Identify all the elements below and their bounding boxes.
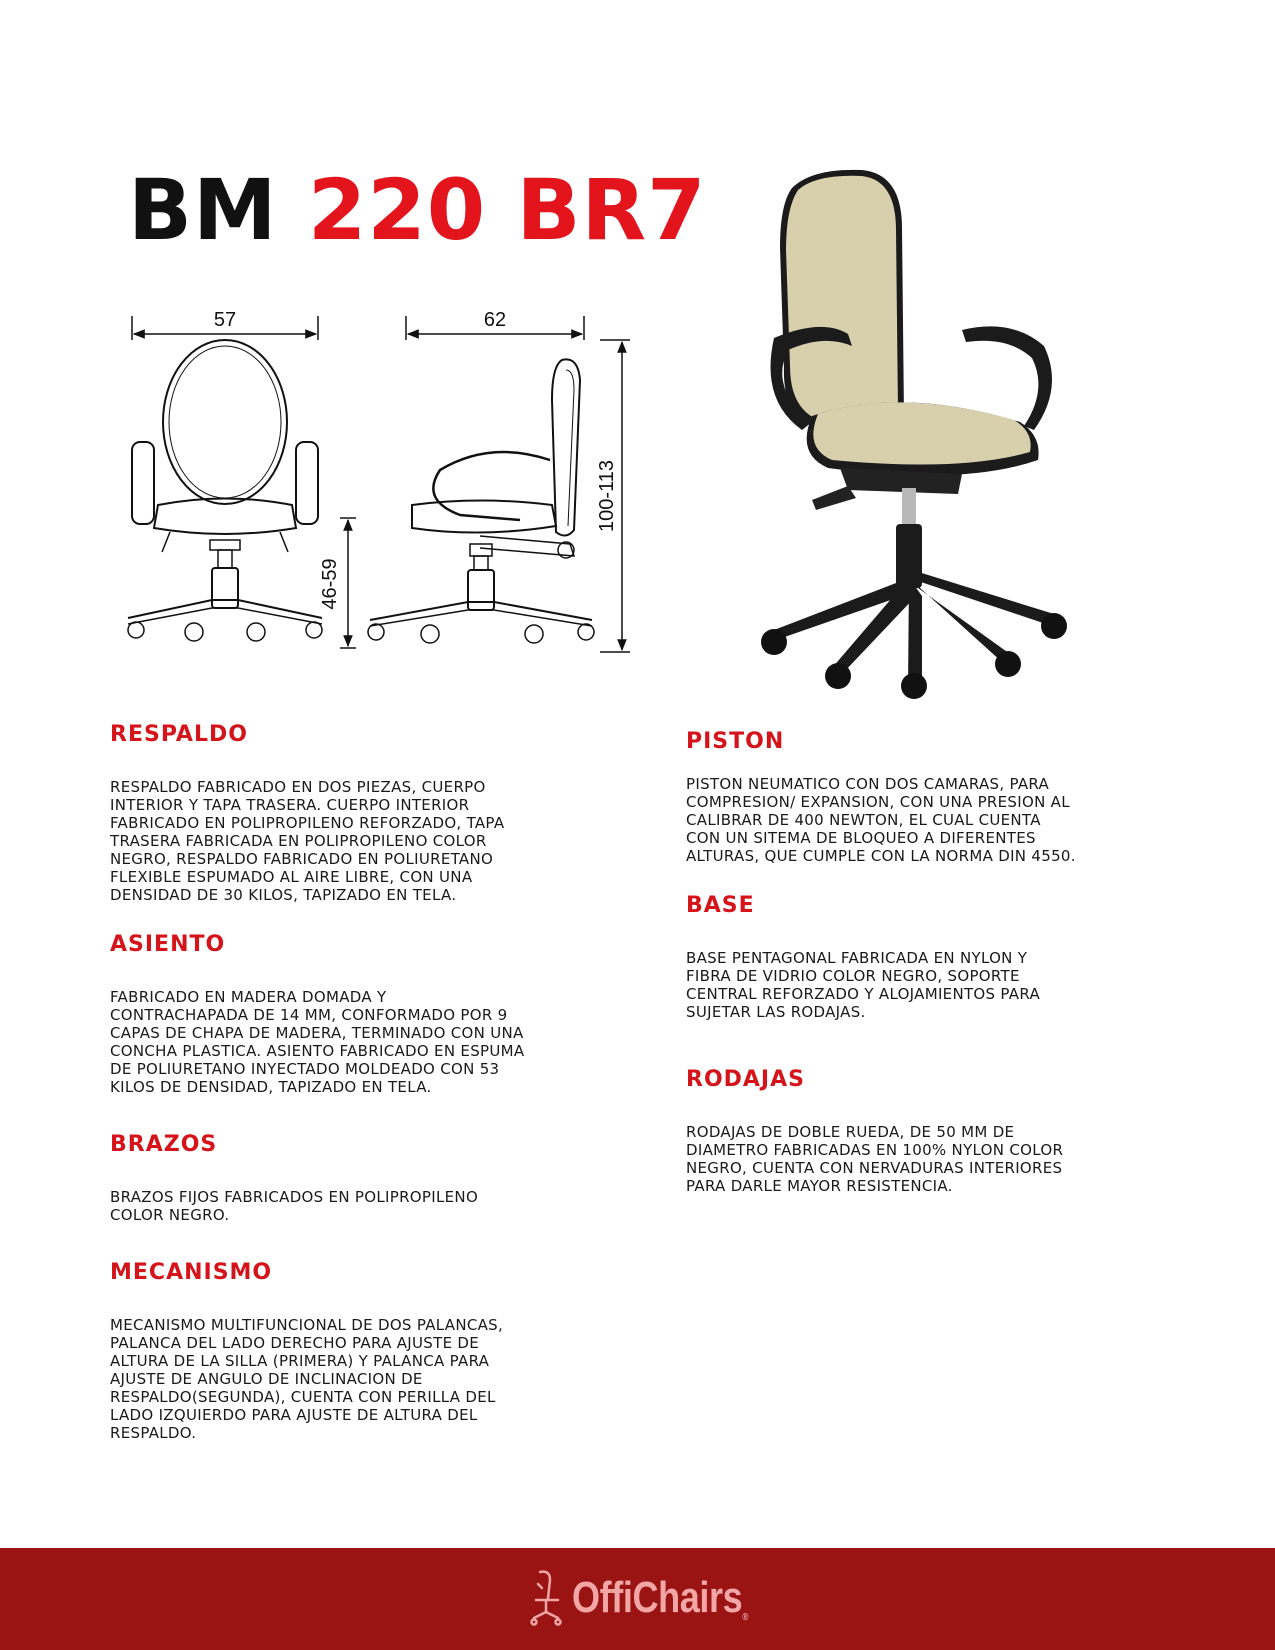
section-title-respaldo: RESPALDO [110,722,248,747]
section-body-rodajas: RODAJAS DE DOBLE RUEDA, DE 50 MM DE DIAMETRO FABRICADAS EN 100% NYLON COLOR NEGRO, CUENTA CON NERVADURAS INTERIORES PARA DARLE MAYOR RESISTENCIA. [686,1123,1064,1195]
product-title [128,161,707,259]
section-mecanismo [110,1262,590,1442]
section-respaldo [110,724,590,904]
section-brazos [110,1134,590,1224]
model-code: 220 BR7 [307,161,707,259]
section-base [686,895,1156,1021]
dimension-seat-height: 46-59 [319,558,341,610]
dimension-depth: 62 [483,309,507,331]
section-title-asiento: ASIENTO [110,932,226,957]
section-rodajas [686,1069,1156,1195]
section-title-rodajas: RODAJAS [686,1067,805,1092]
section-title-piston: PISTON [686,729,785,754]
model-prefix: BM [128,161,278,259]
section-body-brazos: BRAZOS FIJOS FABRICADOS EN POLIPROPILENO COLOR NEGRO. [110,1188,479,1224]
section-piston [686,731,1156,865]
section-body-asiento: FABRICADO EN MADERA DOMADA Y CONTRACHAPADA DE 14 MM, CONFORMADO POR 9 CAPAS DE CHAPA DE MADERA, TERMINADO CON UNA CONCHA PLASTICA. ASIENTO FABRICADO EN ESPUMA DE POLIURETANO INYECTADO MOLDEADO CON 53 KILOS DE DENSIDAD, TAPIZADO EN TELA. [110,988,525,1096]
section-asiento [110,934,590,1096]
section-title-base: BASE [686,893,755,918]
section-title-brazos: BRAZOS [110,1132,218,1157]
registered-mark: ® [742,1612,748,1623]
chair-photo [752,168,1074,700]
technical-drawing [100,300,660,670]
dimension-width: 57 [213,309,237,331]
section-body-mecanismo: MECANISMO MULTIFUNCIONAL DE DOS PALANCAS, PALANCA DEL LADO DERECHO PARA AJUSTE DE ALTURA DE LA SILLA (PRIMERA) Y PALANCA PARA AJUSTE DE ANGULO DE INCLINACION DE RESPALDO(SEGUNDA), CUENTA CON PERILLA DEL LADO IZQUIERDO PARA AJUSTE DE ALTURA DEL RESPALDO. [110,1316,504,1442]
section-body-base: BASE PENTAGONAL FABRICADA EN NYLON Y FIBRA DE VIDRIO COLOR NEGRO, SOPORTE CENTRAL REFORZADO Y ALOJAMIENTOS PARA SUJETAR LAS RODAJAS. [686,949,1041,1021]
section-body-respaldo: RESPALDO FABRICADO EN DOS PIEZAS, CUERPO INTERIOR Y TAPA TRASERA. CUERPO INTERIOR FABRICADO EN POLIPROPILENO REFORZADO, TAPA TRASERA FABRICADA EN POLIPROPILENO COLOR NEGRO, RESPALDO FABRICADO EN POLIURETANO FLEXIBLE ESPUMADO AL AIRE LIBRE, CON UNA DENSIDAD DE 30 KILOS, TAPIZADO EN TELA. [110,778,505,904]
footer-bar [0,1548,1275,1650]
section-body-piston: PISTON NEUMATICO CON DOS CAMARAS, PARA COMPRESION/ EXPANSION, CON UNA PRESION AL CALIBRAR DE 400 NEWTON, EL CUAL CUENTA CON UN SITEMA DE BLOQUEO A DIFERENTES ALTURAS, QUE CUMPLE CON LA NORMA DIN 4550. [686,775,1076,865]
brand-name: OffiChairs® [572,1573,748,1623]
section-title-mecanismo: MECANISMO [110,1260,273,1285]
brand-logo [530,1562,787,1634]
dimension-total-height: 100-113 [596,460,618,532]
chair-logo-icon [530,1566,566,1630]
